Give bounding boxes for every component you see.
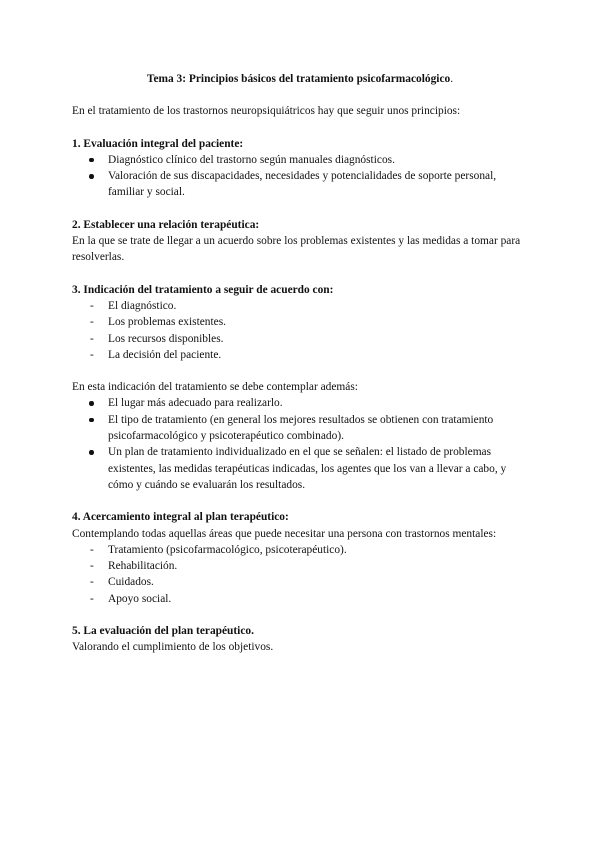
section-5-text: Valorando el cumplimiento de los objetivos.: [72, 641, 274, 654]
section-5-heading: 5. La evaluación del plan terapéutico.: [72, 625, 254, 638]
section-1-list: [72, 152, 528, 201]
page-title-text: Tema 3: Principios básicos del tratamiento psicofarmacológico: [146, 73, 451, 85]
list-item: El tipo de tratamiento (en general los mejores resultados se obtienen con tratamiento psicofarmacológico y psicoterapéutico combinado).: [72, 412, 528, 445]
list-item: Un plan de tratamiento individualizado en el que se señalen: el listado de problemas existentes, las medidas terapéuticas indicadas, los agentes que los van a llevar a cabo, y cómo y cuándo se evaluarán los resultados.: [72, 444, 528, 493]
list-item: El lugar más adecuado para realizarlo.: [72, 395, 528, 411]
section-1-heading: 1. Evaluación integral del paciente:: [72, 137, 244, 150]
section-2: [72, 217, 528, 266]
section-5: [72, 623, 528, 656]
section-2-heading: 2. Establecer una relación terapéutica:: [72, 218, 260, 231]
list-item: - Los recursos disponibles.: [72, 331, 528, 347]
list-item: - Cuidados.: [72, 574, 528, 590]
list-item: - Los problemas existentes.: [72, 314, 528, 330]
section-3-bullet-list: [72, 395, 528, 493]
section-4-text: Contemplando todas aquellas áreas que puede necesitar una persona con trastornos mentales:: [72, 527, 497, 540]
section-3-heading: 3. Indicación del tratamiento a seguir de acuerdo con:: [72, 283, 334, 296]
section-2-text: En la que se trate de llegar a un acuerdo sobre los problemas existentes y las medidas a tomar para resolverlas.: [72, 235, 521, 264]
page-title-period: .: [450, 73, 454, 85]
section-3: [72, 282, 528, 494]
list-item: - Apoyo social.: [72, 591, 528, 607]
list-item: Diagnóstico clínico del trastorno según manuales diagnósticos.: [72, 152, 528, 168]
list-item: - Rehabilitación.: [72, 558, 528, 574]
list-item: - El diagnóstico.: [72, 298, 528, 314]
page-title: [72, 71, 528, 87]
section-4: [72, 509, 528, 607]
list-item: Valoración de sus discapacidades, necesidades y potencialidades de soporte personal, familiar y social.: [72, 168, 528, 201]
section-1: [72, 136, 528, 201]
section-4-heading: 4. Acercamiento integral al plan terapéutico:: [72, 511, 289, 524]
section-4-dash-list: [72, 542, 528, 607]
intro-paragraph: En el tratamiento de los trastornos neuropsiquiátricos hay que seguir unos principios:: [72, 105, 461, 118]
section-3-dash-list: [72, 298, 528, 363]
list-item: - La decisión del paciente.: [72, 347, 528, 363]
section-3-text: En esta indicación del tratamiento se debe contemplar además:: [72, 381, 358, 394]
list-item: - Tratamiento (psicofarmacológico, psicoterapéutico).: [72, 542, 528, 558]
